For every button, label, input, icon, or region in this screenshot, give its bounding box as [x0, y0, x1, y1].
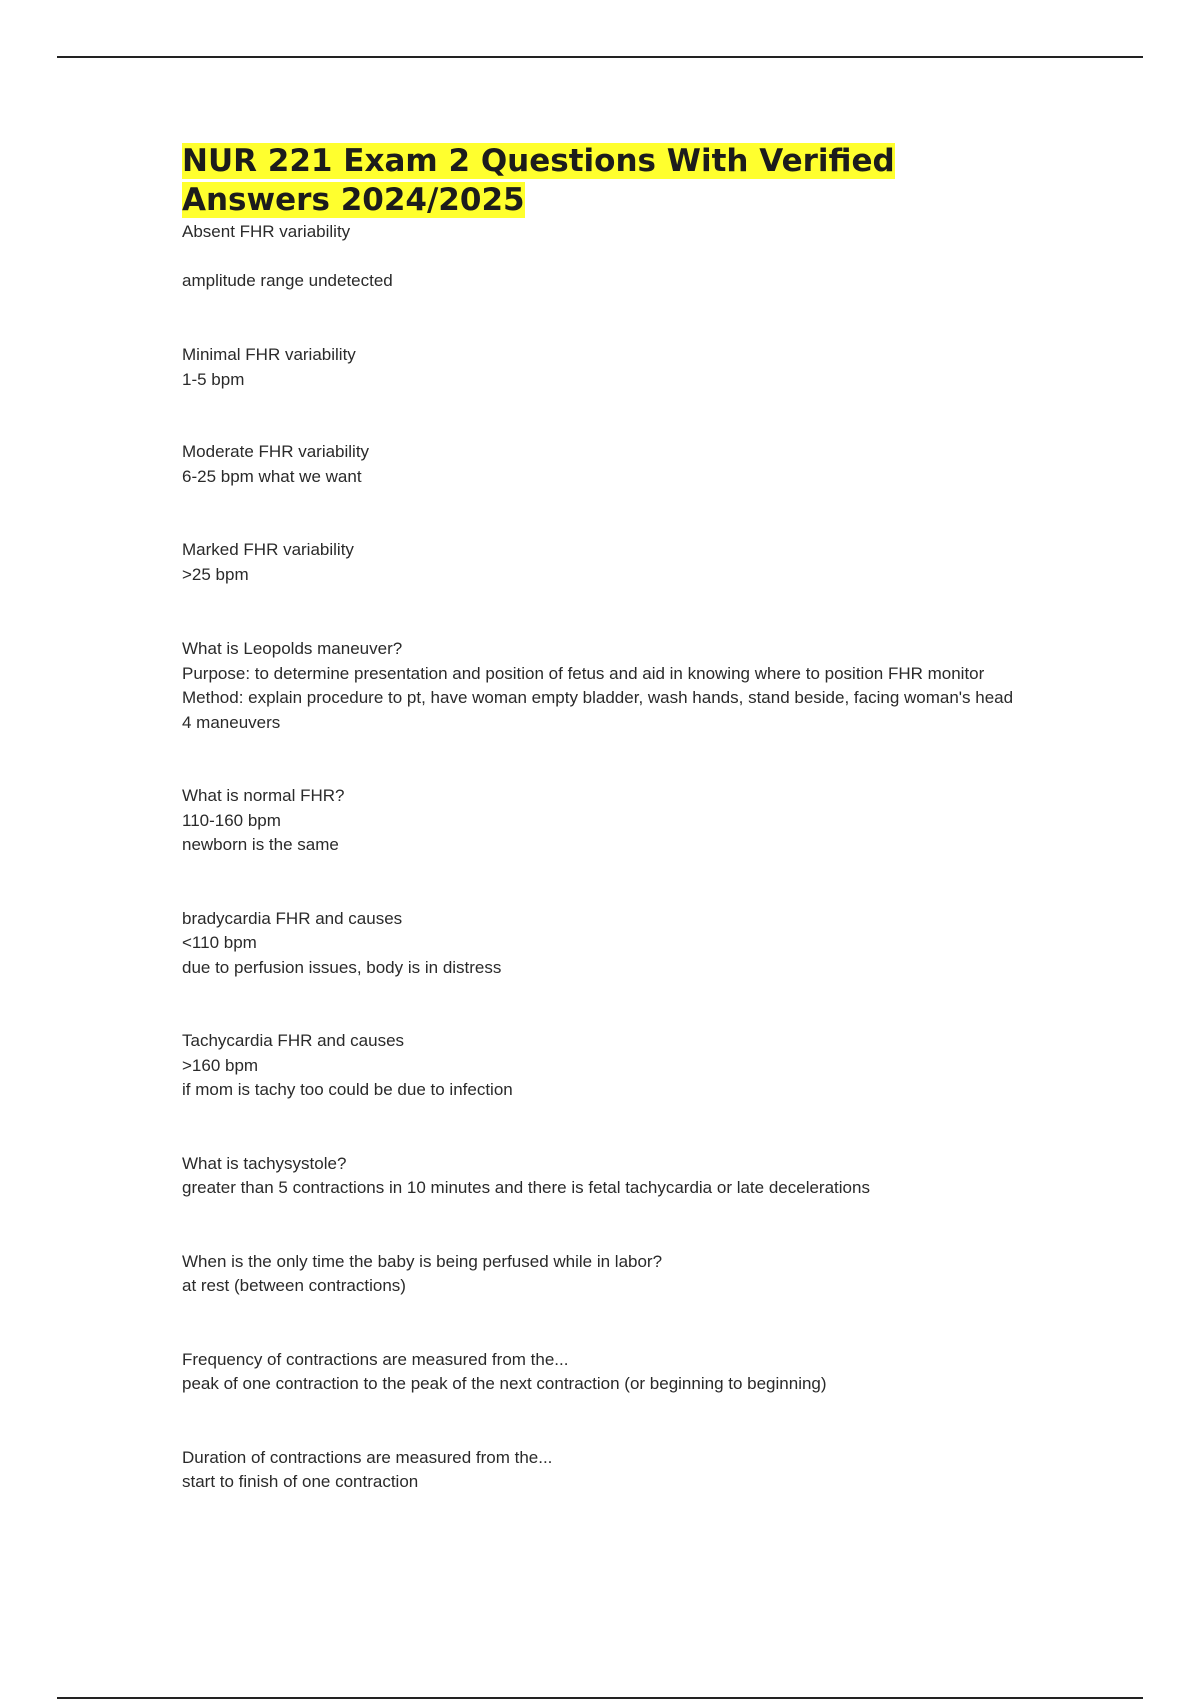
answer-line: start to finish of one contraction: [182, 1472, 419, 1491]
question: Marked FHR variability: [182, 540, 354, 559]
qa-card: [182, 1250, 1032, 1299]
question: Moderate FHR variability: [182, 442, 370, 461]
answer-line: Purpose: to determine presentation and position of fetus and aid in knowing where to position FHR monitor: [182, 663, 985, 683]
title-highlight: NUR 221 Exam 2 Questions With Verified Answers 2024/2025: [182, 143, 895, 218]
qa-card: [182, 1348, 1032, 1397]
answer-line: Method: explain procedure to pt, have woman empty bladder, wash hands, stand beside, facing woman's head: [182, 688, 1014, 707]
answer-line: newborn is the same: [182, 835, 339, 854]
bottom-rule: [57, 1697, 1143, 1699]
qa-card: [182, 440, 1032, 489]
qa-card: [182, 637, 1032, 735]
top-rule: [57, 56, 1143, 58]
question: What is tachysystole?: [182, 1153, 347, 1173]
qa-card: [182, 343, 1032, 392]
answer-line: at rest (between contractions): [182, 1276, 406, 1295]
document-title: [182, 142, 1032, 220]
answer-line: >160 bpm: [182, 1055, 259, 1075]
answer-line: peak of one contraction to the peak of the next contraction (or beginning to beginning): [182, 1374, 827, 1393]
qa-card: [182, 784, 1032, 858]
question: bradycardia FHR and causes: [182, 908, 403, 928]
answer-line: if mom is tachy too could be due to infection: [182, 1080, 513, 1099]
question: Duration of contractions are measured from the...: [182, 1447, 553, 1467]
qa-card: [182, 907, 1032, 981]
answer-line: 1-5 bpm: [182, 369, 245, 389]
question: Tachycardia FHR and causes: [182, 1031, 405, 1050]
question: Minimal FHR variability: [182, 345, 356, 364]
qa-card: [182, 1446, 1032, 1495]
question: What is Leopolds maneuver?: [182, 639, 403, 658]
qa-card: [182, 1029, 1032, 1103]
qa-card: [182, 220, 1032, 293]
answer-line: <110 bpm: [182, 933, 257, 952]
answer-line: >25 bpm: [182, 564, 249, 584]
qa-card: [182, 538, 1032, 587]
question: What is normal FHR?: [182, 786, 345, 805]
document-body: [182, 142, 1032, 1495]
answer-line: 6-25 bpm what we want: [182, 466, 362, 486]
question: Frequency of contractions are measured from the...: [182, 1349, 569, 1369]
answer-line: 4 maneuvers: [182, 712, 281, 732]
answer-line: amplitude range undetected: [182, 270, 393, 290]
answer-line: due to perfusion issues, body is in distress: [182, 957, 502, 977]
answer-line: 110-160 bpm: [182, 810, 281, 830]
answer-line: greater than 5 contractions in 10 minutes and there is fetal tachycardia or late decelerations: [182, 1178, 870, 1197]
question: Absent FHR variability: [182, 222, 351, 241]
qa-card: [182, 1152, 1032, 1201]
question: When is the only time the baby is being perfused while in labor?: [182, 1251, 663, 1271]
